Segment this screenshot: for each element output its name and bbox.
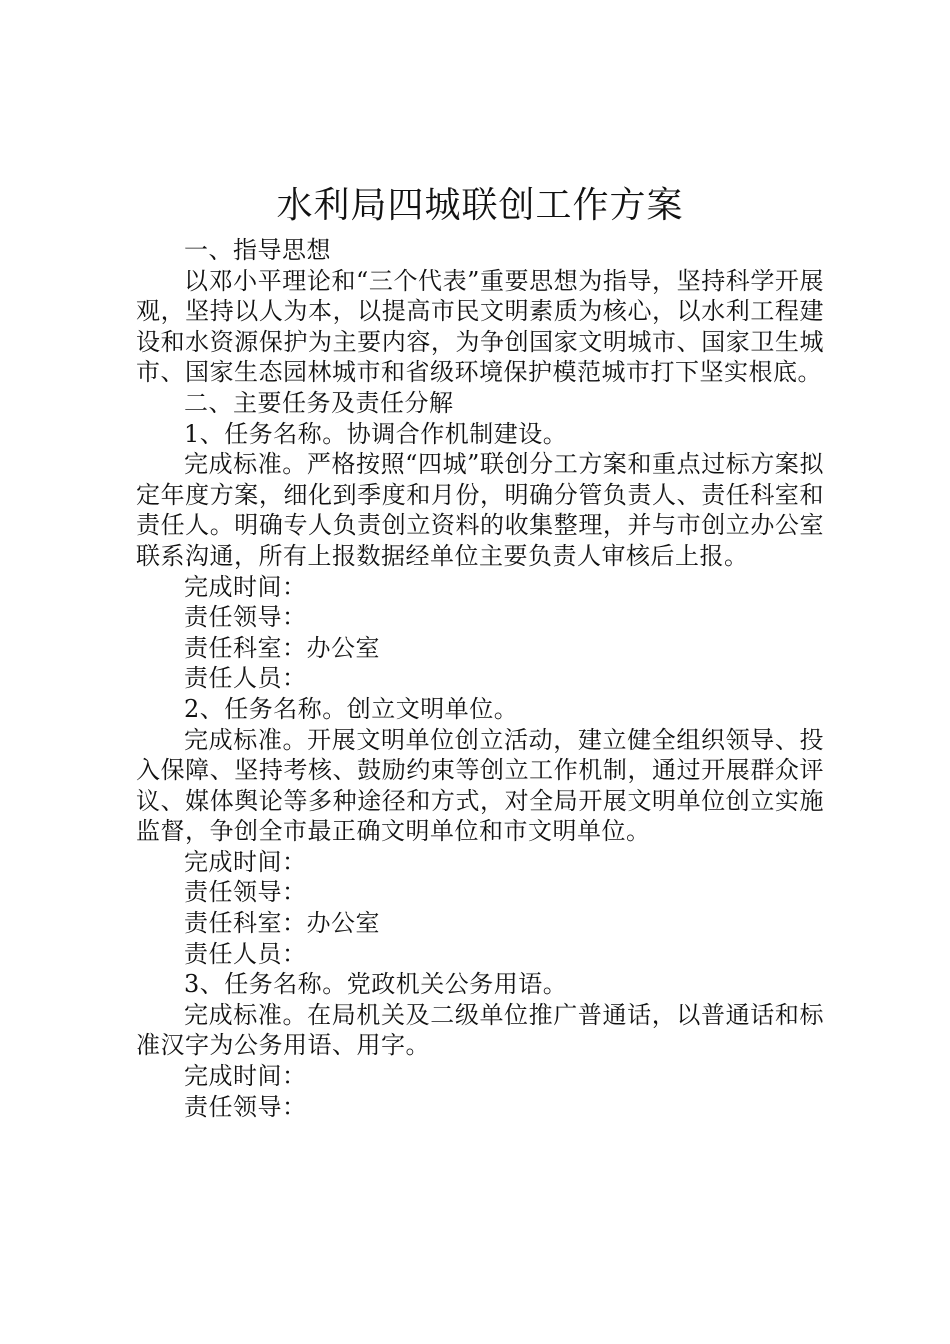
task-1-personnel: 责任人员： bbox=[184, 664, 307, 693]
task-1-department: 责任科室：办公室 bbox=[184, 633, 380, 662]
task-2-time: 完成时间： bbox=[184, 847, 307, 876]
task-2-leader: 责任领导： bbox=[184, 878, 307, 907]
document-title: 水利局四城联创工作方案 bbox=[276, 185, 684, 226]
paragraph-guiding-ideology: 以邓小平理论和“三个代表”重要思想为指导，坚持科学开展观，坚持以人为本，以提高市民文明素质为核心，以水利工程建设和水资源保护为主要内容，为争创国家文明城市、国家卫生城市、国家生态园林城市和省级环境保护模范城市打下坚实根底。 bbox=[136, 266, 824, 387]
task-1-time: 完成时间： bbox=[184, 572, 307, 601]
task-2-standard: 完成标准。开展文明单位创立活动，建立健全组织领导、投入保障、坚持考核、鼓励约束等创立工作机制，通过开展群众评议、媒体舆论等多种途径和方式，对全局开展文明单位创立实施监督，争创全市最正确文明单位和市文明单位。 bbox=[136, 725, 824, 846]
document-page bbox=[136, 181, 824, 1122]
section-heading-main-tasks: 二、主要任务及责任分解 bbox=[184, 388, 454, 417]
section-heading-guiding-ideology: 一、指导思想 bbox=[184, 236, 331, 264]
task-2-name: 2、任务名称。创立文明单位。 bbox=[184, 694, 519, 723]
task-1-leader: 责任领导： bbox=[184, 603, 307, 632]
task-3-time: 完成时间： bbox=[184, 1062, 307, 1091]
task-2-department: 责任科室：办公室 bbox=[184, 909, 380, 938]
task-3-standard: 完成标准。在局机关及二级单位推广普通话，以普通话和标准汉字为公务用语、用字。 bbox=[136, 1000, 824, 1060]
task-3-name: 3、任务名称。党政机关公务用语。 bbox=[184, 970, 568, 999]
task-1-standard: 完成标准。严格按照“四城”联创分工方案和重点过标方案拟定年度方案，细化到季度和月份，明确分管负责人、责任科室和责任人。明确专人负责创立资料的收集整理，并与市创立办公室联系沟通，所有上报数据经单位主要负责人审核后上报。 bbox=[136, 450, 824, 570]
task-3-leader: 责任领导： bbox=[184, 1092, 307, 1121]
task-2-personnel: 责任人员： bbox=[184, 939, 307, 968]
task-1-name: 1、任务名称。协调合作机制建设。 bbox=[184, 419, 568, 448]
